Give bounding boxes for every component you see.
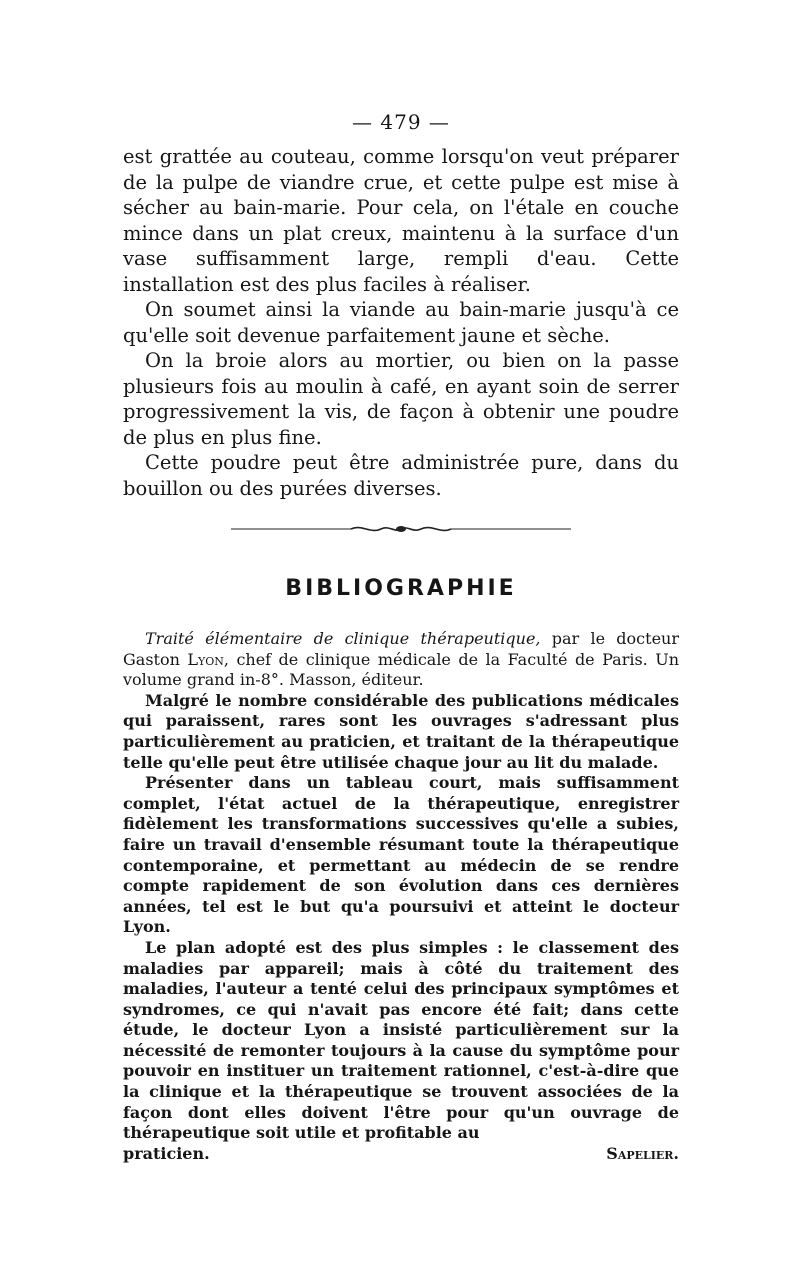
entry-text: chef de clinique médicale de la Faculté de Paris. Un volume grand in-8°. Masson, éditeur. xyxy=(123,649,680,690)
signature-line xyxy=(123,1144,679,1165)
paragraph: On soumet ainsi la viande au bain-marie jusqu'à ce qu'elle soit devenue parfaitement jaune et sèche. xyxy=(123,298,679,347)
last-word: praticien. xyxy=(123,1143,210,1163)
ornament-divider xyxy=(231,522,571,536)
page xyxy=(123,110,679,1164)
bibliography xyxy=(123,629,679,1164)
page-number: — 479 — xyxy=(352,110,450,134)
paragraph: Présenter dans un tableau court, mais suffisamment complet, l'état actuel de la thérapeutique, enregistrer fidèlement les transformations successives qu'elle a subies, faire un travail d'ensemble résumant toute la thérapeutique contemporaine, et permettant au médecin de se rendre compte rapidement de son évolution dans ces dernières années, tel est le but qu'a poursuivi et atteint le docteur Lyon. xyxy=(123,773,679,937)
paragraph: On la broie alors au mortier, ou bien on la passe plusieurs fois au moulin à café, en ayant soin de serrer progressivement la vis, de façon à obtenir une poudre de plus en plus fine. xyxy=(123,349,679,449)
paragraph: Cette poudre peut être administrée pure, dans du bouillon ou des purées diverses. xyxy=(123,451,679,500)
entry-text: par le docteur Gaston xyxy=(123,629,679,669)
signature: Sapelier. xyxy=(606,1143,679,1163)
top-text xyxy=(123,144,679,501)
paragraph: Malgré le nombre considérable des publications médicales qui paraissent, rares sont les ouvrages s'adressant plus particulièrement au praticien, et traitant de la thérapeutique telle qu'elle peut être utilisée chaque jour au lit du malade. xyxy=(123,690,679,772)
bibliography-entry xyxy=(123,629,679,691)
section-title: BIBLIOGRAPHIE xyxy=(285,576,517,601)
book-title: Traité élémentaire de clinique thérapeutique, xyxy=(145,629,541,648)
author-name: Lyon, xyxy=(187,649,229,669)
paragraph: Le plan adopté est des plus simples : le classement des maladies par appareil; mais à côté du traitement des maladies, l'auteur a tenté celui des principaux symptômes et syndromes, ce qui n'avait pas encore été fait; dans cette étude, le docteur Lyon a insisté particulièrement sur la nécessité de remonter toujours à la cause du symptôme pour pouvoir en instituer un traitement rationnel, c'est-à-dire que la clinique et la thérapeutique se trouvent associées de la façon dont elles doivent l'être pour qu'un ouvrage de thérapeutique soit utile et profitable au xyxy=(123,937,679,1143)
paragraph: est grattée au couteau, comme lorsqu'on veut préparer de la pulpe de viandre crue, et cette pulpe est mise à sécher au bain-marie. Pour cela, on l'étale en couche mince dans un plat creux, maintenu à la surface d'un vase suffisamment large, rempli d'eau. Cette installation est des plus faciles à réaliser. xyxy=(123,145,679,296)
